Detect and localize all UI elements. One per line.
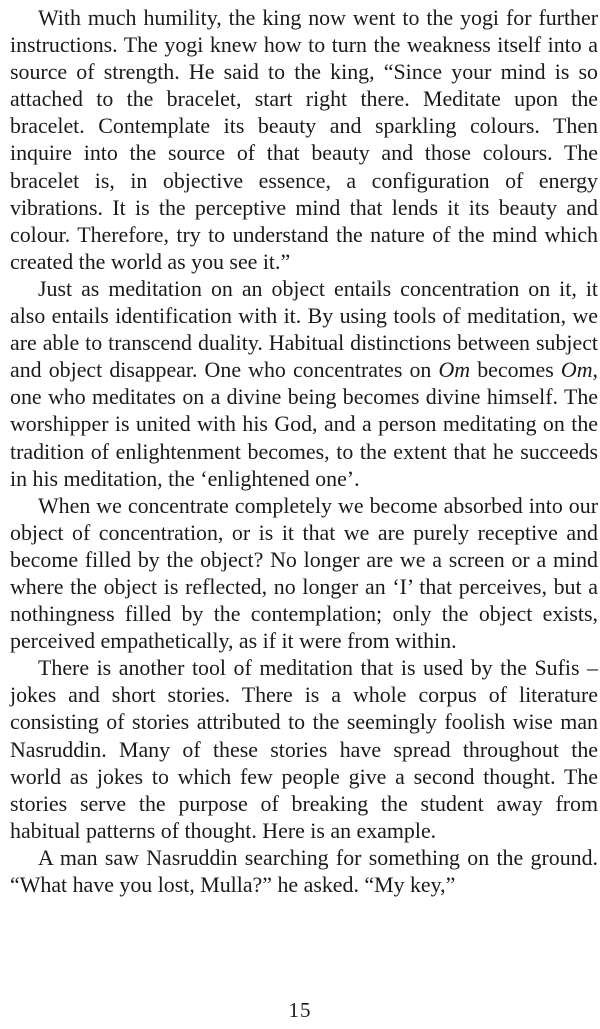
italic-om-1: Om — [438, 357, 471, 383]
paragraph-2-part-3: , one who meditates on a divine being becomes divine himself. The worshipper is united with his God, and a person meditating on the tradition of enlightenment becomes, to the extent that he succeeds in his meditation, the ‘enlightened one’. — [10, 357, 598, 491]
paragraph-2-part-1: Just as meditation on an object entails concentration on it, it also entails identification with it. By using tools of meditation, we are able to transcend duality. Habitual distinctions between subject and object disappear. One who concentrates on — [10, 275, 598, 383]
paragraph-1: With much humility, the king now went to the yogi for further instructions. The yogi knew how to turn the weakness itself into a source of strength. He said to the king, “Since your mind is so attached to the bracelet, start right there. Meditate upon the bracelet. Contemplate its beauty and sparkling colours. Then inquire into the source of that beauty and those colours. The bracelet is, in objective essence, a configuration of energy vibrations. It is the perceptive mind that lends it its beauty and colour. Therefore, try to understand the nature of the mind which created the world as you see it.” — [10, 5, 598, 274]
page-number: 15 — [288, 998, 312, 1022]
paragraph-3: When we concentrate completely we become absorbed into our object of concentration, or is it that we are purely receptive and become filled by the object? No longer are we a screen or a mind where the object is reflected, no longer an ‘I’ that perceives, but a nothingness filled by the contemplation; only the object exists, perceived empathetically, as if it were from within. — [10, 492, 598, 654]
italic-om-2: Om — [560, 357, 593, 383]
body-text — [10, 4, 598, 898]
paragraph-2-part-2: becomes — [470, 357, 561, 383]
paragraph-4: There is another tool of meditation that is used by the Sufis – jokes and short stories. There is a whole corpus of literature consisting of stories attributed to the seemingly foolish wise man Nasruddin. Many of these stories have spread throughout the world as jokes to which few people give a second thought. The stories serve the purpose of breaking the student away from habitual patterns of thought. Here is an example. — [10, 655, 598, 843]
paragraph-5: A man saw Nasruddin searching for something on the ground. “What have you lost, Mulla?” he asked. “My key,” — [10, 844, 598, 897]
paragraph-2 — [10, 275, 598, 492]
